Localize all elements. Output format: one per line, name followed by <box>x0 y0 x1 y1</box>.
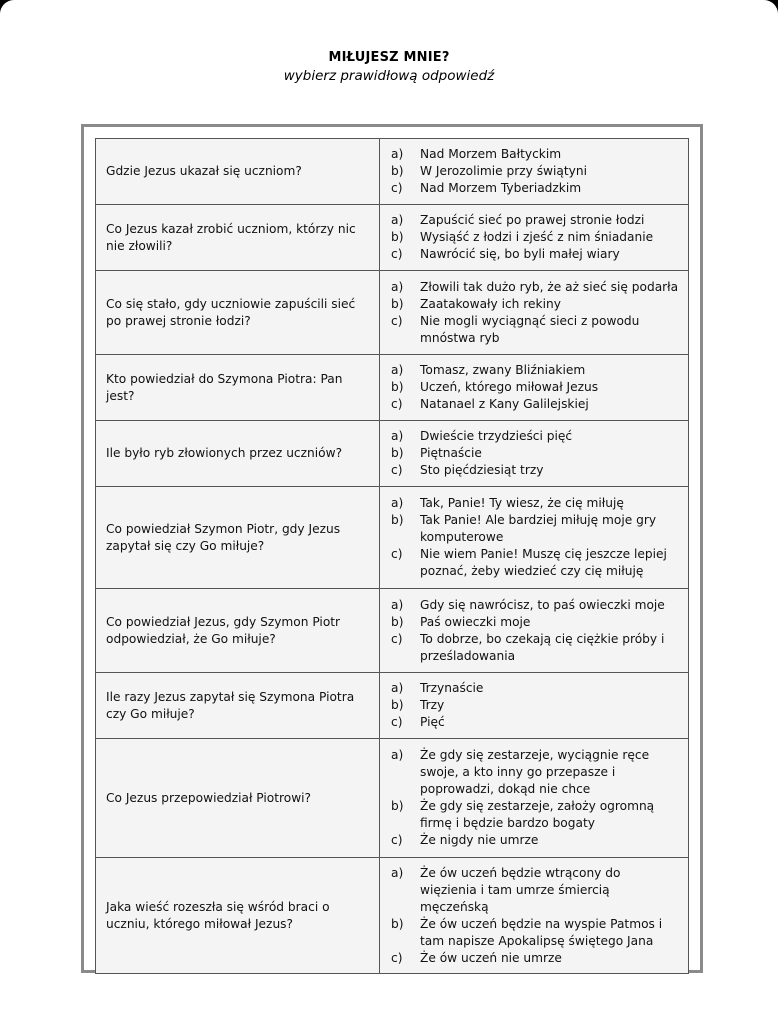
question-row <box>96 355 689 421</box>
answer-option <box>391 462 680 479</box>
answer-option <box>391 229 680 246</box>
answer-option <box>391 279 680 296</box>
answer-letter: b) <box>391 230 404 244</box>
answer-letter: c) <box>391 397 403 411</box>
answer-text: W Jerozolimie przy świątyni <box>420 164 587 178</box>
answer-text: Trzy <box>420 698 445 712</box>
quiz-frame <box>81 124 703 973</box>
answer-text: Piętnaście <box>420 446 482 460</box>
answer-option <box>391 747 680 798</box>
answer-letter: a) <box>391 363 404 377</box>
quiz-table-body <box>96 139 689 974</box>
answer-list <box>391 146 680 197</box>
question-cell <box>96 271 380 355</box>
answer-option <box>391 680 680 697</box>
answer-text: Że ów uczeń będzie na wyspie Patmos i tam napisze Apokalipsę świętego Jana <box>420 916 663 948</box>
question-text: Jaka wieść rozeszła się wśród braci o uczniu, którego miłował Jezus? <box>106 899 330 931</box>
answer-option <box>391 396 680 413</box>
answer-text: Dwieście trzydzieści pięć <box>420 429 573 443</box>
answer-letter: a) <box>391 496 404 510</box>
answer-text: Trzynaście <box>420 681 484 695</box>
question-row <box>96 421 689 487</box>
answer-option <box>391 163 680 180</box>
answer-letter: b) <box>391 614 404 629</box>
answer-option <box>391 865 680 916</box>
answer-text: To dobrze, bo czekają cię ciężkie próby i prześladowania <box>420 631 665 663</box>
answer-text: Nie mogli wyciągnąć sieci z powodu mnóstwa ryb <box>420 313 640 345</box>
answer-option <box>391 832 680 849</box>
question-cell <box>96 355 380 421</box>
answer-text: Nad Morzem Tyberiadzkim <box>420 181 582 195</box>
answer-text: Uczeń, którego miłował Jezus <box>420 380 599 394</box>
answer-letter: c) <box>391 463 403 477</box>
answer-letter: a) <box>391 597 404 612</box>
answer-option <box>391 428 680 445</box>
answer-option <box>391 180 680 197</box>
answer-text: Zapuścić sieć po prawej stronie łodzi <box>420 213 645 227</box>
answer-text: Że ów uczeń nie umrze <box>420 950 562 965</box>
question-cell <box>96 673 380 739</box>
answer-list <box>391 362 680 413</box>
question-text: Co powiedział Jezus, gdy Szymon Piotr odpowiedział, że Go miłuje? <box>106 614 341 646</box>
answer-letter: c) <box>391 247 403 261</box>
question-cell <box>96 205 380 271</box>
question-cell <box>96 421 380 487</box>
answer-text: Złowili tak dużo ryb, że aż sieć się podarła <box>420 279 679 294</box>
answer-option <box>391 798 680 832</box>
answer-letter: c) <box>391 313 403 328</box>
answer-letter: c) <box>391 950 403 965</box>
answer-letter: a) <box>391 865 404 880</box>
answer-option <box>391 379 680 396</box>
question-text: Co Jezus kazał zrobić uczniom, którzy nic nie złowili? <box>106 221 356 253</box>
answers-cell <box>380 271 689 355</box>
answer-list <box>391 680 680 731</box>
answer-list <box>391 495 680 580</box>
question-cell <box>96 589 380 673</box>
answers-cell <box>380 421 689 487</box>
answer-letter: a) <box>391 213 404 227</box>
answer-letter: b) <box>391 164 404 178</box>
answer-option <box>391 362 680 379</box>
answer-letter: b) <box>391 916 404 931</box>
question-text: Co Jezus przepowiedział Piotrowi? <box>106 790 312 805</box>
answer-option <box>391 697 680 714</box>
answer-option <box>391 512 680 546</box>
question-cell <box>96 487 380 589</box>
answer-option <box>391 714 680 731</box>
answer-list <box>391 747 680 849</box>
answer-letter: b) <box>391 446 404 460</box>
answer-text: Nie wiem Panie! Muszę cię jeszcze lepiej poznać, żeby wiedzieć czy cię miłuję <box>420 547 667 578</box>
answer-letter: a) <box>391 279 404 294</box>
answer-letter: a) <box>391 748 404 762</box>
answer-option <box>391 296 680 313</box>
answer-text: Pięć <box>420 715 445 729</box>
answer-letter: c) <box>391 181 403 195</box>
answer-text: Gdy się nawrócisz, to paś owieczki moje <box>420 597 665 612</box>
answer-letter: b) <box>391 380 404 394</box>
answers-cell <box>380 139 689 205</box>
answer-letter: b) <box>391 296 404 311</box>
answer-letter: b) <box>391 799 404 813</box>
question-row <box>96 589 689 673</box>
answer-option <box>391 950 680 967</box>
answer-letter: b) <box>391 513 404 527</box>
answer-option <box>391 916 680 950</box>
question-text: Kto powiedział do Szymona Piotra: Pan jest? <box>106 371 343 403</box>
answer-letter: b) <box>391 698 404 712</box>
answer-option <box>391 313 680 347</box>
answer-list <box>391 279 680 347</box>
answer-text: Zaatakowały ich rekiny <box>420 296 561 311</box>
answer-letter: a) <box>391 681 404 695</box>
answer-text: Tomasz, zwany Bliźniakiem <box>420 363 586 377</box>
page-title: MIŁUJESZ MNIE? <box>328 50 450 65</box>
question-row <box>96 205 689 271</box>
answer-text: Że ów uczeń będzie wtrącony do więzienia i tam umrze śmiercią męczeńską <box>420 865 621 914</box>
question-row <box>96 139 689 205</box>
answer-letter: a) <box>391 147 404 161</box>
answers-cell <box>380 589 689 673</box>
answer-option <box>391 495 680 512</box>
answer-text: Że nigdy nie umrze <box>420 833 539 847</box>
answer-letter: c) <box>391 631 403 646</box>
answer-text: Że gdy się zestarzeje, wyciągnie ręce swoje, a kto inny go przepasze i poprowadzi, dokąd nie chce <box>420 748 650 796</box>
answer-option <box>391 546 680 580</box>
answer-option <box>391 212 680 229</box>
question-row <box>96 739 689 858</box>
answer-text: Paś owieczki moje <box>420 614 531 629</box>
answer-option <box>391 445 680 462</box>
question-row <box>96 858 689 974</box>
question-text: Gdzie Jezus ukazał się uczniom? <box>106 164 302 178</box>
answer-letter: c) <box>391 547 403 561</box>
page-subtitle: wybierz prawidłową odpowiedź <box>283 68 495 84</box>
answer-option <box>391 597 680 614</box>
answer-letter: c) <box>391 833 403 847</box>
question-cell <box>96 858 380 974</box>
answer-text: Nad Morzem Bałtyckim <box>420 147 562 161</box>
question-text: Ile razy Jezus zapytał się Szymona Piotra czy Go miłuje? <box>106 689 355 721</box>
question-text: Ile było ryb złowionych przez uczniów? <box>106 446 343 460</box>
answer-list <box>391 865 680 967</box>
answer-text: Tak Panie! Ale bardziej miłuję moje gry komputerowe <box>420 513 657 544</box>
answer-letter: c) <box>391 715 403 729</box>
question-row <box>96 271 689 355</box>
answer-letter: a) <box>391 429 404 443</box>
answer-text: Sto pięćdziesiąt trzy <box>420 463 544 477</box>
answers-cell <box>380 487 689 589</box>
quiz-table <box>95 138 689 974</box>
question-text: Co się stało, gdy uczniowie zapuścili sieć po prawej stronie łodzi? <box>106 296 356 328</box>
question-cell <box>96 739 380 858</box>
answer-option <box>391 146 680 163</box>
answer-text: Że gdy się zestarzeje, założy ogromną firmę i będzie bardzo bogaty <box>420 799 655 830</box>
answer-option <box>391 246 680 263</box>
answers-cell <box>380 673 689 739</box>
question-row <box>96 487 689 589</box>
answers-cell <box>380 355 689 421</box>
question-row <box>96 673 689 739</box>
answers-cell <box>380 858 689 974</box>
answer-text: Wysiąść z łodzi i zjeść z nim śniadanie <box>420 230 654 244</box>
answer-text: Natanael z Kany Galilejskiej <box>420 397 589 411</box>
answer-option <box>391 631 680 665</box>
answer-text: Tak, Panie! Ty wiesz, że cię miłuję <box>420 496 624 510</box>
answer-text: Nawrócić się, bo byli małej wiary <box>420 247 620 261</box>
answers-cell <box>380 739 689 858</box>
answer-option <box>391 614 680 631</box>
question-cell <box>96 139 380 205</box>
answers-cell <box>380 205 689 271</box>
question-text: Co powiedział Szymon Piotr, gdy Jezus zapytał się czy Go miłuje? <box>106 521 341 553</box>
answer-list <box>391 597 680 665</box>
answer-list <box>391 428 680 479</box>
answer-list <box>391 212 680 263</box>
